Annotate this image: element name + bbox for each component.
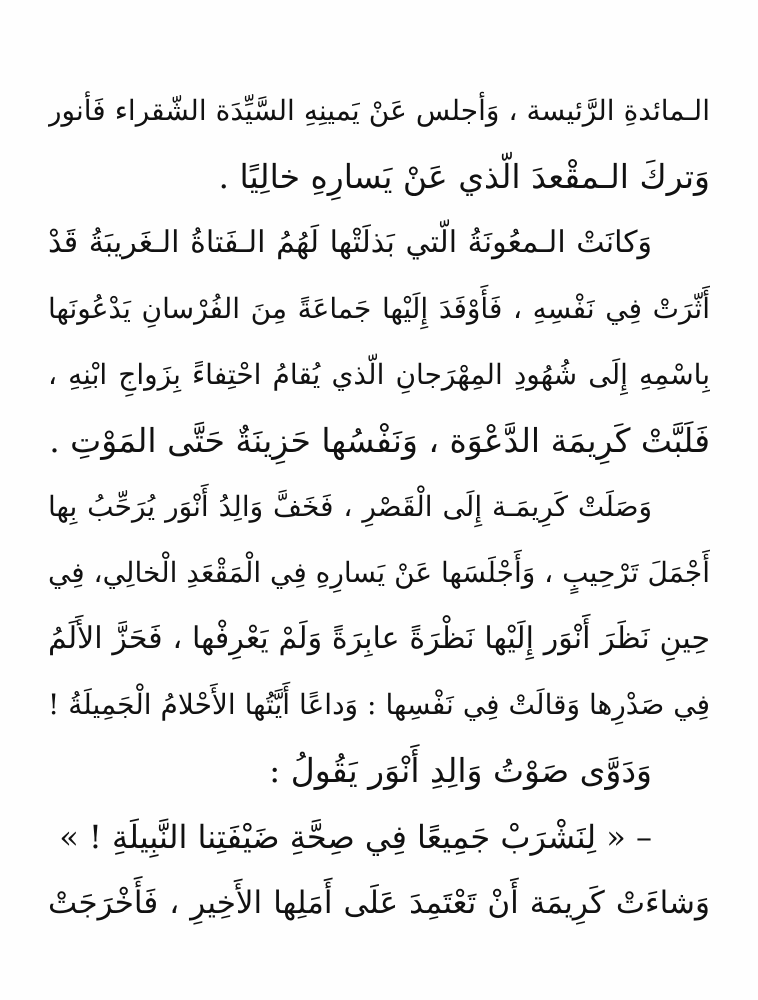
text-line-2: وَتركَ الـمقْعدَ الّذي عَنْ يَسارِهِ خالِيًا . — [218, 157, 710, 196]
text-line-10: فِي صَدْرِها وَقالَتْ فِي نَفْسِها : وَداعًا أَيَّتُها الأَحْلامُ الْجَمِيلَةُ ! — [48, 688, 710, 721]
page-text — [48, 78, 710, 936]
text-line-9: حِينِ نَظَرَ أَنْوَر إِلَيْها نَظْرَةً عابِرَةً وَلَمْ يَعْرِفْها ، فَحَزَّ الأَلَمُ — [48, 621, 710, 656]
text-line-6: فَلَبَّتْ كَرِيمَة الدَّعْوَة ، وَنَفْسُها حَزِينَةٌ حَتَّى المَوْتِ . — [49, 421, 710, 460]
text-line-3: وَكانَتْ الـمعُونَةُ الّتي بَذلَتْها لَهُمُ الـفَتاةُ الـغَريبَةُ قَدْ — [48, 225, 652, 260]
text-line-12: – « لِنَشْرَبْ جَمِيعًا فِي صِحَّةِ ضَيْفَتِنا النَّبِيلَةِ ! » — [59, 818, 652, 856]
text-line-7: وَصَلَتْ كَرِيمَـة إِلَى الْقَصْرِ ، فَخَفَّ وَالِدُ أَنْوَر يُرَحِّبُ بِها — [48, 490, 652, 523]
text-line-13: وَشاءَتْ كَرِيمَة أَنْ تَعْتَمِدَ عَلَى أَمَلِها الأَخِيرِ ، فَأَخْرَجَتْ — [48, 885, 710, 921]
text-line-8: أَجْمَلَ تَرْحِيبٍ ، وَأَجْلَسَها عَنْ يَسارِهِ فِي الْمَقْعَدِ الْخالِي، فِي — [48, 556, 710, 589]
text-line-4: أَثّرَتْ فِي نَفْسِهِ ، فَأَوْفَدَ إِلَيْها جَماعَةً مِنَ الفُرْسانِ يَدْعُونَها — [48, 292, 710, 325]
text-line-11: وَدَوَّى صَوْتُ وَالِدِ أَنْوَر يَقُولُ : — [269, 751, 652, 790]
text-line-1: الـمائدةِ الرَّئيسة ، وَأجلس عَنْ يَمينِهِ السَّيِّدَة الشّقراء فَأنور — [48, 94, 710, 127]
text-line-5: بِاسْمِهِ إِلَى شُهُودِ المِهْرَجانِ الّذي يُقامُ احْتِفاءً بِزَواجِ ابْنِهِ ، — [48, 358, 710, 391]
